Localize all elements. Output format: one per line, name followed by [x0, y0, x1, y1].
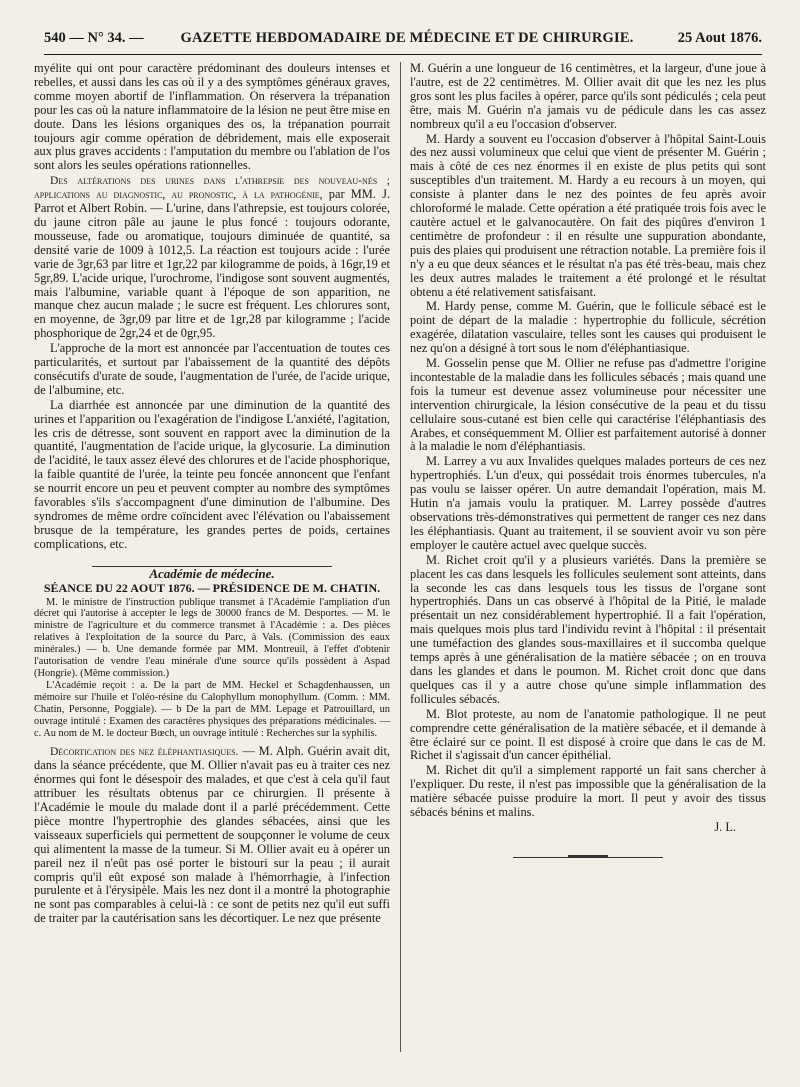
column-divider — [400, 62, 401, 1052]
correspondence — [34, 597, 390, 740]
paragraph: M. Hardy a souvent eu l'occasion d'observer à l'hôpital Saint-Louis des nez aussi volumineux que celui que vient de présenter M. Guérin ; mais à côté de ces nez énormes il en existe de plus petits qui sont susceptibles d'un traitement. M. Hardy a eu recours à un moyen, qui consiste à planter dans le nez des pointes de feu après avoir chloroformé le malade. Cette opération a été pratiquée trois fois avec le cautère actuel et le galvanocautère. On fait des piqûres d'environ 1 centimètre de profondeur : il en résulte une suppuration abondante, puis des plaies qui produisent une rétraction notable. La première fois il n'y a eu que deux séances et le résultat n'a pas été très-beau, mais chez les deux autres malades le traitement a été prolongé et le résultat obtenu a été relativement satisfaisant. — [410, 131, 766, 299]
paragraph: L'approche de la mort est annoncée par l'accentuation de toutes ces particularités, et surtout par l'abaissement de la quantité des dépôts consécutifs d'urate de soude, l'augmentation de l'urée, de l'acide urique, de l'albumine, etc. — [34, 341, 390, 397]
paragraph: M. Gosselin pense que M. Ollier ne refuse pas d'admettre l'origine incontestable de la maladie dans les follicules sébacés ; mais quand une fois la tumeur est devenue assez volumineuse pour nécessiter une intervention chirurgicale, la lésion consécutive de la peau et du tissu cellulaire sous-cutané est bien celle qui caractérise l'éléphantiasis des Arabes, et conséquemment M. Ollier est parfaitement autorisé à donner à la maladie le nom d'éléphantiasis. — [410, 356, 766, 454]
paragraph: M. Guérin a une longueur de 16 centimètres, et la largeur, d'une joue à l'autre, est de 22 centimètres. M. Ollier avait dit que les nez les plus gros sont les plus faciles à opérer, parce qu'ils sont pédiculés ; cela peut être, mais M. Guérin n'a jamais vu de pédicule dans les cas assez nombreux qu'il a eu l'occasion d'observer. — [410, 61, 766, 131]
journal-title: GAZETTE HEBDOMADAIRE DE MÉDECINE ET DE CHIRURGIE. — [180, 29, 634, 46]
page-number: 540 — N° 34. — — [44, 29, 144, 46]
session-heading: SÉANCE DU 22 AOUT 1876. — PRÉSIDENCE DE M. CHATIN. — [43, 580, 381, 595]
paragraph: Des altérations des urines dans l'athrepsie des nouveau-nés ; applications au diagnostic, au pronostic, à la pathogénie, par MM. J. Parrot et Albert Robin. — L'urine, dans l'athrepsie, est toujours colorée, du jaune citron pâle au jaune le plus foncé : toujours odorante, mousseuse, fade ou aromatique, toujours diminuée de quantité, sa densité varie de 1009 à 1012,5. La réaction est toujours acide : l'urée varie de 3gr,63 par litre et 1gr,22 par kilogramme de poids, à 16gr,19 et 5gr,89. L'acide urique, l'urochrome, l'indigose sont souvent augmentés, mais l'albumine, variable quant à l'époque de son apparition, ne manque chez aucun malade ; le sucre est fréquent. Les chlorures sont, en moyenne, de 3gr,09 par litre et de 1gr,28 par kilogramme ; l'acide phosphorique de 2gr,24 et de 0gr,95. — [34, 174, 391, 341]
paragraph: M. Hardy pense, comme M. Guérin, que le follicule sébacé est le point de départ de la maladie : hypertrophie du follicule, sécrétion exagérée, dilatation vasculaire, telles sont les causes qui produisent le nez qu'on a désigné à tort sous le nom d'éléphantiasique. — [410, 299, 766, 356]
paragraph: M. Richet croit qu'il y a plusieurs variétés. Dans la première se placent les cas dans lesquels les follicules seulement sont atteints, dans la seconde les cas dans lesquels tous les tissus de l'organe sont hypertrophiés. Dans un cas observé à l'hôpital de la Pitié, le malade présentait un nez considérablement hypertrophié. Il a fait l'opération, mais quelques mois plus tard l'individu revint à l'hôpital : il présentait une tuméfaction des glandes sous-maxillaires et il succomba quelque temps après à une généralisation de la matière sébacée ; on en trouva dans les glandes et dans le poumon. M. Richet croit donc que dans quelques cas il y a autre chose qu'une simple inflammation des follicules sébacés. — [410, 552, 766, 706]
signature: J. L. — [714, 819, 736, 834]
right-column — [410, 62, 766, 864]
section-title: Académie de médecine. — [149, 565, 275, 581]
section-lead: Décortication des nez éléphantiasiques. — [50, 745, 239, 759]
paragraph: M. Larrey a vu aux Invalides quelques malades porteurs de ces nez hypertrophiés. L'un d'eux, qui possédait trois énormes tubercules, n'a pas voulu se laisser opérer. Un autre demandait l'opération, mais M. Hutin n'a jamais voulu la pratiquer. M. Larrey possède d'autres observations très-démonstratives qui permettent de ranger ces nez dans les éléphantiasis. Quant au traitement, il se souvient avoir vu son père employer le cautère actuel avec quelque succès. — [410, 454, 766, 552]
header-rule — [44, 54, 762, 55]
paragraph: myélite qui ont pour caractère prédominant des douleurs intenses et rebelles, et aussi dans les cas où il y a des symptômes généraux graves, comme moyen abortif de l'inflammation. On réservera la trépanation pour les cas où la nature inflammatoire de la lésion ne peut être mise en doute. Dans les lésions organiques des os, la trépanation pourrait toujours agir comme opération de débridement, mais elle exposerait aux plus graves accidents : l'amputation du membre ou l'ablation de l'os sont alors les seules opérations rationnelles. — [34, 61, 390, 173]
paragraph: La diarrhée est annoncée par une diminution de la quantité des urines et l'apparition ou l'exagération de l'indigose L'anxiété, l'agitation, les cris de détresse, sont souvent en rapport avec la diminution de la quantité, l'augmentation de l'acide urique, la glycosurie. La diminution de l'acidité, le taux assez élevé des chlorures et de l'acide phosphorique, la faible quantité de l'urée, la teinte peu foncée annoncent que l'enfant se nourrit encore un peu et peuvent compter au nombre des symptômes favorables s'ils s'accompagnent d'une diminution de l'albumine. Des syndromes de même ordre coïncident avec l'élévation ou l'abaissement brusque de la température, les grandes pertes de poids, certaines complications, etc. — [34, 397, 390, 551]
paragraph: M. le ministre de l'instruction publique transmet à l'Académie l'ampliation d'un décret qui l'autorise à accepter le legs de 30000 francs de M. Desportes. — M. le ministre de l'agriculture et du commerce transmet à l'Académie : a. Des pièces relatives à l'exploitation de la source du Parc, à Vals. (Commission des eaux minérales.) — b. Une demande formée par MM. Montreuil, à l'effet d'obtenir l'autorisation de vendre l'eau minérale d'une source qu'ils possèdent à Aspad (Hongrie). (Même commission.) — [34, 596, 390, 679]
paragraph: M. Blot proteste, au nom de l'anatomie pathologique. Il ne peut comprendre cette généralisation de la matière sébacée, et il demande à être éclairé sur ce point. Il est disposé à croire que dans le cas de M. Richet il s'agissait d'un cancer épithélial. — [410, 706, 766, 763]
paragraph: M. Richet dit qu'il a simplement rapporté un fait sans chercher à l'expliquer. Du reste, il n'est pas impossible que la généralisation de la matière sébacée puisse produire la mort. Il peut y avoir des tissus sébacés bénins et malins. — [410, 763, 766, 820]
left-column — [34, 62, 390, 927]
page-header — [44, 26, 762, 50]
paragraph: L'Académie reçoit : a. De la part de MM. Heckel et Schagdenhaussen, un mémoire sur l'huile et l'oléo-résine du Calophyllum monophyllum. (Comm. : MM. Chatin, Personne, Poggiale). — b De la part de MM. Lepage et Patrouillard, un ouvrage intitulé : Examen des caractères physiques des préparations médicinales. — c. Au nom de M. le docteur Bœch, un ouvrage intitulé : Recherches sur la syphilis. — [34, 679, 390, 739]
section-lead: Des altérations des urines dans l'athrepsie des nouveau-nés ; applications au diagnostic, au pronostic, à la pathogénie, — [34, 174, 390, 202]
paragraph: Décortication des nez éléphantiasiques. — M. Alph. Guérin avait dit, dans la séance précédente, que M. Ollier n'avait pas eu à traiter ces nez énormes qui font le désespoir des malades, et que c'est à cela qu'il faut attribuer les résultats obtenus par ce chirurgien. Il présente à l'Académie le moule du malade dont il a parlé précédemment. Cette pièce montre l'hypertrophie des glandes sébacées, ainsi que les vaisseaux superficiels qui permettent de soupçonner le volume de ceux qui alimentent la masse de la tumeur. Si M. Ollier avait eu à opérer un pareil nez il n'eût pas osé porter le bistouri sur la peau ; il aurait compris qu'il eût exposé son malade à l'hémorrhagie, à l'infection purulente et à l'érysipèle. Mais les nez dont il a montré la photographie ne sont pas comparables à celui-là : ce sont de petits nez qu'il eut suffi de traiter par la cautérisation sans les décortiquer. Le nez que présente — [34, 744, 390, 926]
issue-date: 25 Aout 1876. — [677, 29, 762, 46]
end-ornament — [513, 857, 663, 864]
